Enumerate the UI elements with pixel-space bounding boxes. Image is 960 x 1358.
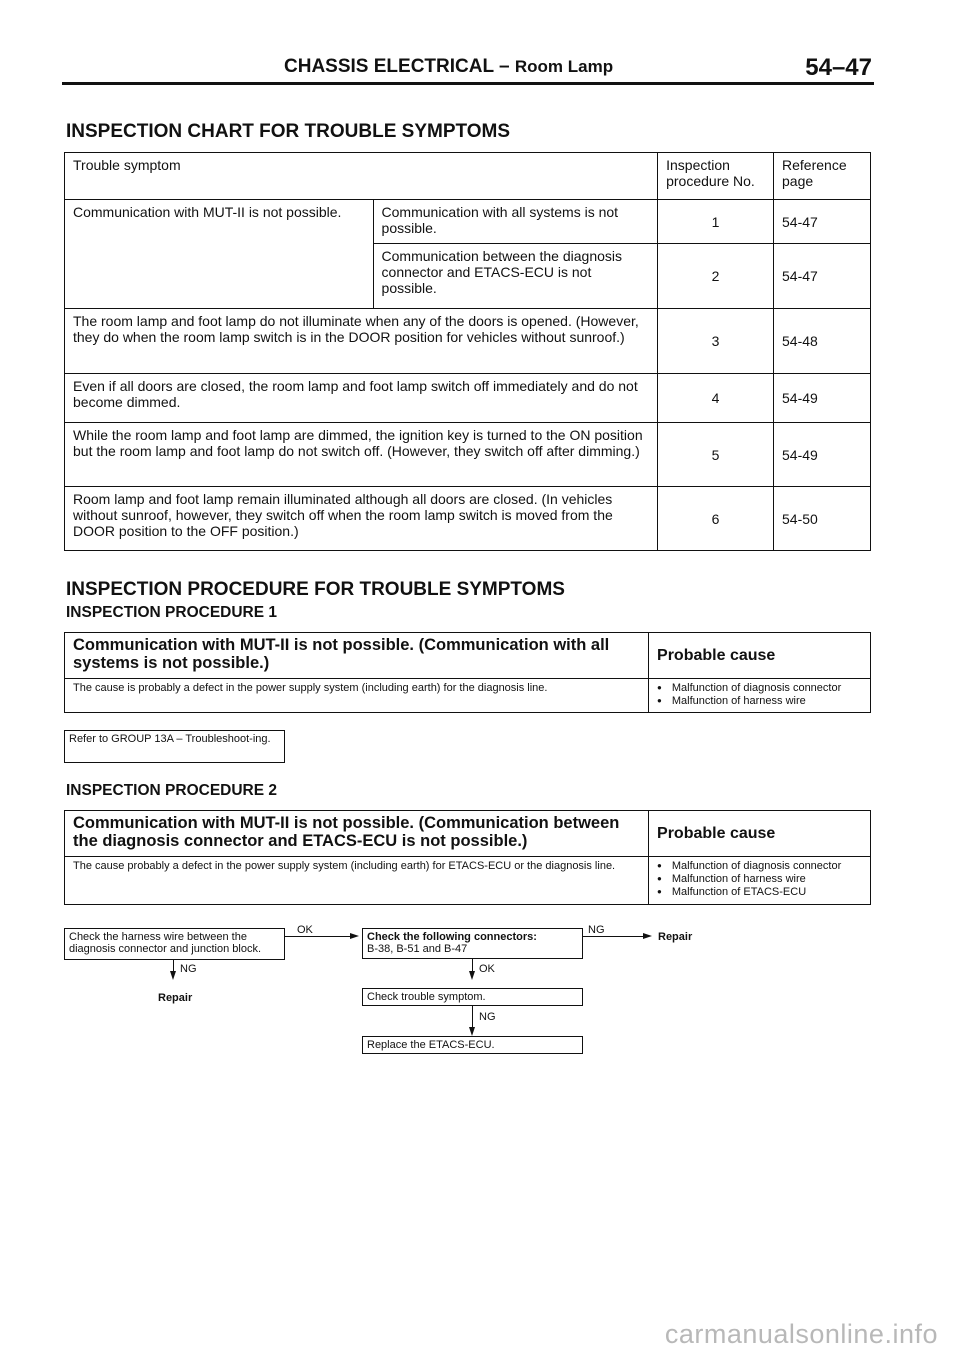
flow-result-repair: Repair [158,992,193,1004]
chart-header-row [65,153,871,200]
procedure-cell: 5 [658,423,774,487]
header-reference: Reference page [774,153,871,200]
inspection-chart [64,152,871,551]
procedure-1-cause-text: The cause is probably a defect in the power supply system (including earth) for the diagnosis line. [65,679,649,713]
symptom-cell: Communication between the diagnosis connector and ETACS-ECU is not possible. [373,244,658,309]
arrow-line [285,936,350,937]
page-cell: 54-49 [774,374,871,423]
chart-row [65,423,871,487]
page-cell: 54-49 [774,423,871,487]
procedure-cell: 3 [658,309,774,374]
flow-step-check-harness: Check the harness wire between the diagnosis connector and junction block. [64,928,285,960]
procedure-1-symptom: Communication with MUT-II is not possible. (Communication with all systems is not possible.) [65,633,649,679]
cause-item: ● Malfunction of diagnosis connector [657,860,862,873]
arrow-down-icon [469,971,475,980]
arrow-right-icon [643,933,652,939]
chart-row [65,374,871,423]
flow-step-check-symptom: Check trouble symptom. [362,988,583,1006]
page-number: 54–47 [805,54,872,81]
cause-item: ● Malfunction of ETACS-ECU [657,886,862,899]
symptom-cell: Communication with all systems is not possible. [373,200,658,244]
procedure-cell: 1 [658,200,774,244]
page-cell: 54-50 [774,487,871,551]
flow-label-ok: OK [479,963,495,975]
arrow-line [173,960,174,971]
arrow-line [472,1006,473,1027]
arrow-down-icon [469,1027,475,1036]
chart-row [65,309,871,374]
cause-item: ● Malfunction of harness wire [657,695,862,708]
chart-title: INSPECTION CHART FOR TROUBLE SYMPTOMS [66,121,511,142]
procedure-1-heading: INSPECTION PROCEDURE 1 [66,604,278,621]
procedure-cell: 6 [658,487,774,551]
procedure-1-causes [649,679,871,713]
cause-item: ● Malfunction of harness wire [657,873,862,886]
group-label: Communication with MUT-II is not possible. [65,200,374,309]
flow-label-ng: NG [479,1011,496,1023]
symptom-cell: The room lamp and foot lamp do not illuminate when any of the doors is opened. (However, they do when the room lamp switch is in the DOOR position for vehicles without sunroof.) [65,309,658,374]
probable-cause-label: Probable cause [649,811,871,857]
procedure-2-heading: INSPECTION PROCEDURE 2 [66,782,278,799]
section-title: CHASSIS ELECTRICAL – Room Lamp [284,56,614,77]
page-header [62,52,874,85]
procedure-2-causes [649,857,871,905]
procedure-2-table [64,810,871,905]
header-procedure: Inspection procedure No. [658,153,774,200]
symptom-cell: While the room lamp and foot lamp are dimmed, the ignition key is turned to the ON position but the room lamp and foot lamp do not switch off. (However, they switch off after dimming.) [65,423,658,487]
connectors-title: Check the following connectors: [367,931,537,943]
procedure-cell: 2 [658,244,774,309]
arrow-line [472,959,473,971]
procedure-2-cause-text: The cause probably a defect in the power supply system (including earth) for ETACS-ECU or the diagnosis line. [65,857,649,905]
procedure-1-refer-box: Refer to GROUP 13A – Troubleshoot-ing. [64,730,285,763]
flow-result-repair: Repair [658,931,693,943]
page-cell: 54-48 [774,309,871,374]
symptom-cell: Even if all doors are closed, the room lamp and foot lamp switch off immediately and do not become dimmed. [65,374,658,423]
page-cell: 54-47 [774,244,871,309]
chart-row [65,200,871,244]
flow-label-ok: OK [297,924,313,936]
procedure-1-table [64,632,871,713]
procedure-cell: 4 [658,374,774,423]
subsection-title: Room Lamp [514,57,614,76]
arrow-line [583,936,643,937]
cause-item: ● Malfunction of diagnosis connector [657,682,862,695]
connectors-list: B-38, B-51 and B-47 [367,943,468,955]
procedure-2-symptom: Communication with MUT-II is not possible. (Communication between the diagnosis connector and ETACS-ECU is not possible.) [65,811,649,857]
watermark: carmanualsonline.info [664,1319,938,1349]
flow-label-ng: NG [180,963,197,975]
flow-step-replace-ecu: Replace the ETACS-ECU. [362,1036,583,1054]
arrow-down-icon [170,971,176,980]
procedures-title: INSPECTION PROCEDURE FOR TROUBLE SYMPTOMS [66,579,565,600]
header-symptom: Trouble symptom [65,153,658,200]
probable-cause-label: Probable cause [649,633,871,679]
chart-row [65,487,871,551]
flow-step-check-connectors [362,928,583,959]
symptom-cell: Room lamp and foot lamp remain illuminated although all doors are closed. (In vehicles without sunroof, however, they switch off when the room lamp switch is moved from the DOOR position to the OFF position.) [65,487,658,551]
page-cell: 54-47 [774,200,871,244]
arrow-right-icon [350,933,359,939]
flow-label-ng: NG [588,924,605,936]
